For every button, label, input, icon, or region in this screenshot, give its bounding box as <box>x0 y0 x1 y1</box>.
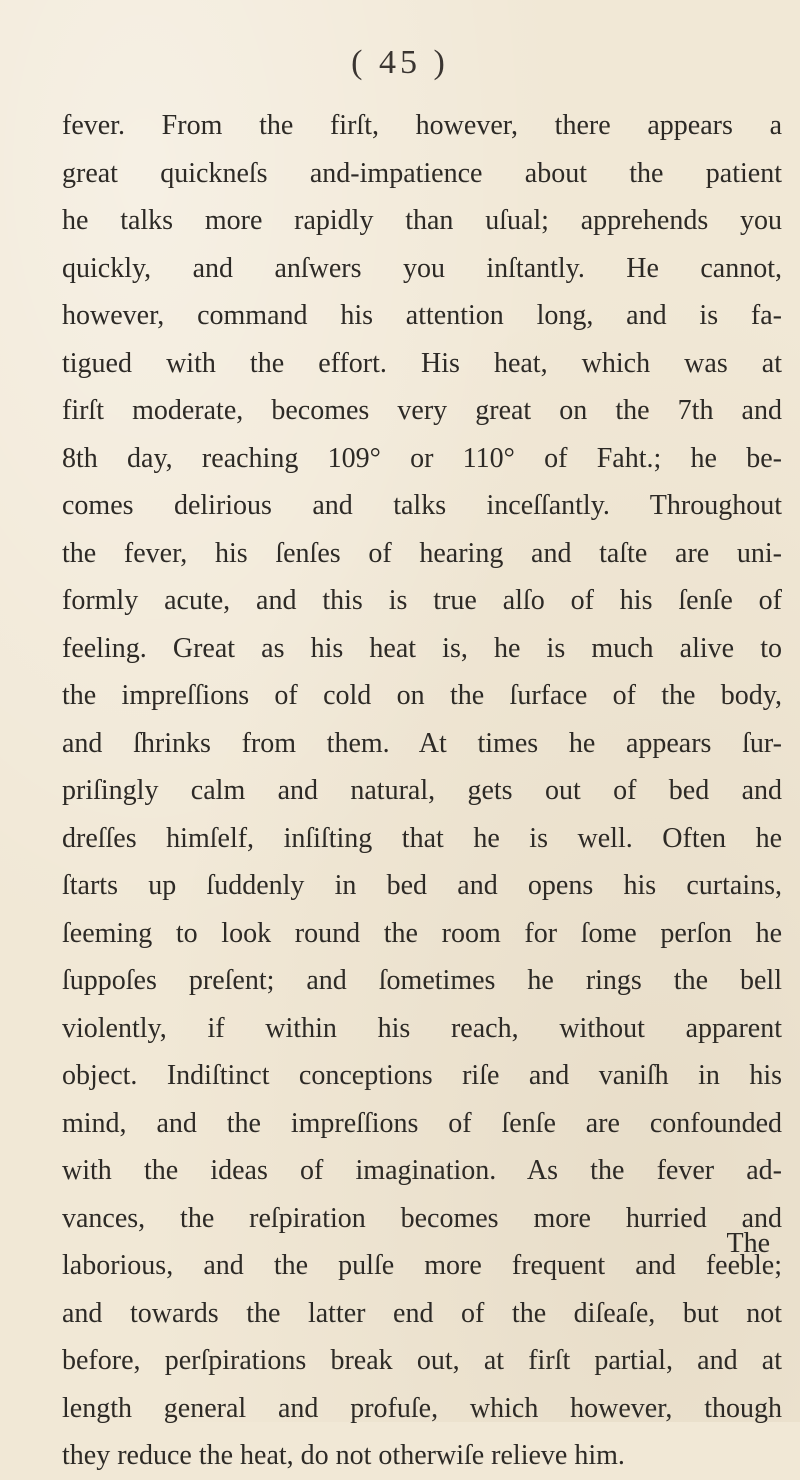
text-line: and ſhrinks from them. At times he appears ſur- <box>62 727 782 759</box>
text-line: priſingly calm and natural, gets out of bed and <box>62 775 782 806</box>
text-line: great quickneſs and-impatience about the patient <box>62 157 782 189</box>
text-line: fever. From the firſt, however, there appears a <box>62 110 782 141</box>
text-line: the fever, his ſenſes of hearing and taſte are uni- <box>62 537 782 569</box>
text-line: however, command his attention long, and is fa- <box>62 300 782 331</box>
text-line: tigued with the effort. His heat, which was at <box>62 347 782 379</box>
text-line: ſtarts up ſuddenly in bed and opens his curtains, <box>62 870 782 901</box>
text-line: ſeeming to look round the room for ſome perſon he <box>62 917 782 949</box>
text-line: they reduce the heat, do not otherwiſe relieve him. <box>62 1440 625 1471</box>
text-line: object. Indiſtinct conceptions riſe and vaniſh in his <box>62 1060 782 1091</box>
text-line: and towards the latter end of the diſeaſe, but not <box>62 1297 782 1329</box>
page-number: ( 45 ) <box>351 44 449 81</box>
text-line: before, perſpirations break out, at firſt partial, and at <box>62 1345 782 1376</box>
text-line: 8th day, reaching 109° or 110° of Faht.; he be- <box>62 442 782 474</box>
text-line: ſuppoſes preſent; and ſometimes he rings the bell <box>62 965 782 996</box>
text-line: violently, if within his reach, without apparent <box>62 1012 782 1044</box>
text-line: mind, and the impreſſions of ſenſe are confounded <box>62 1107 782 1139</box>
text-line: dreſſes himſelf, inſiſting that he is well. Often he <box>62 822 782 854</box>
text-line: feeling. Great as his heat is, he is much alive to <box>62 632 782 664</box>
text-line: the impreſſions of cold on the ſurface of the body, <box>62 680 782 711</box>
text-line: vances, the reſpiration becomes more hurried and <box>62 1202 782 1234</box>
text-line: firſt moderate, becomes very great on the 7th and <box>62 395 782 426</box>
text-line: quickly, and anſwers you inſtantly. He cannot, <box>62 252 782 284</box>
text-line: he talks more rapidly than uſual; apprehends you <box>62 205 782 236</box>
text-line: comes delirious and talks inceſſantly. Throughout <box>62 490 782 521</box>
text-line: with the ideas of imagination. As the fever ad- <box>62 1155 782 1186</box>
catchword: The <box>726 1228 770 1259</box>
text-line: laborious, and the pulſe more frequent and feeble; <box>62 1250 782 1281</box>
text-line: formly acute, and this is true alſo of his ſenſe of <box>62 585 782 616</box>
body-text <box>62 102 782 1480</box>
text-line: length general and profuſe, which however, though <box>62 1392 782 1424</box>
